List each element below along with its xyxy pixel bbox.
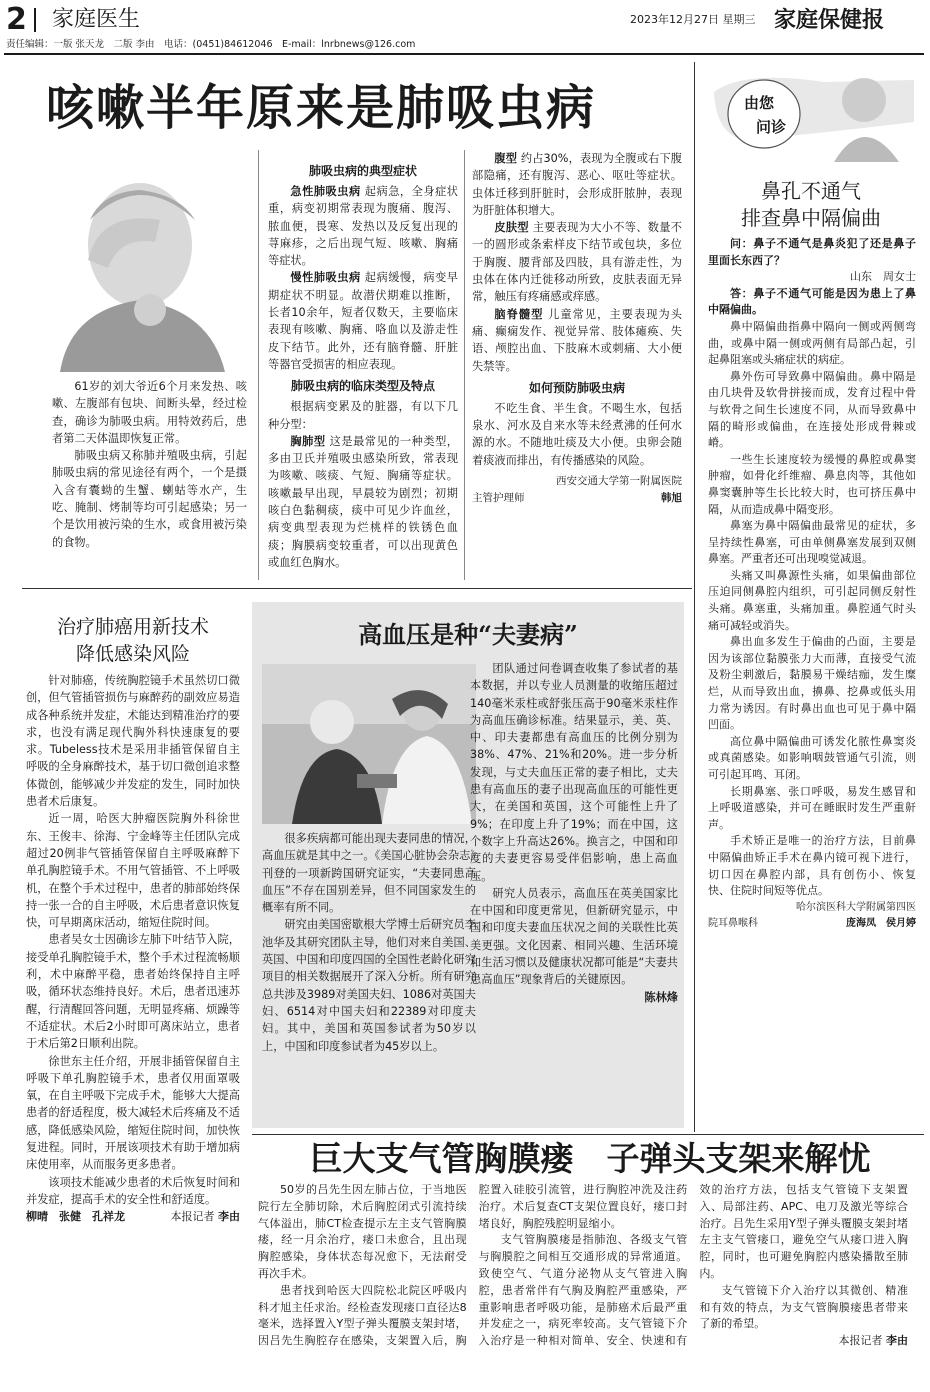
author: 陈林烽 <box>644 990 678 1004</box>
nasal-column-title <box>704 178 918 232</box>
paragraph: 61岁的刘大爷近6个月来发热、咳嗽、左腹部有包块、间断头晕，经过检查，确诊为肺吸虫病。用特效药后，患者第二天体温即恢复正常。 <box>52 380 247 445</box>
lung-fluke-headline: 咳嗽半年原来是肺吸虫病 <box>46 80 597 136</box>
paragraph: 针对肺癌，传统胸腔镜手术虽然切口微创，但气管插管损伤与麻醉药的副效应易造成各种系统并发症，术能达到精准治疗的要求，也没有满足现代胸外科快速康复的要求。Tubeless技术是采用非插管保留自主呼吸的全身麻醉技术，基于切口微创追求整体微创，能够减少并发症的发生，同时加快患者术后康复。 <box>26 674 240 809</box>
banner-decoration <box>704 62 924 162</box>
byline-row <box>708 916 916 933</box>
hypertension-title: 高血压是种“夫妻病” <box>358 620 578 649</box>
paragraph: 高位鼻中隔偏曲可诱发化脓性鼻窦炎或真菌感染。如影响咽鼓管通气引流，则可引起耳鸣、耳闭。 <box>708 734 916 781</box>
coughing-man-photo <box>30 150 252 372</box>
text: 儿童常见，主要表现为头痛、癫痫发作、视觉异常、肢体瘫痪、失语、颅腔出血、下肢麻木或刺痛、大小便失禁等。 <box>472 307 682 373</box>
author: 李由 <box>885 1334 908 1348</box>
subhead-prevention: 如何预防肺吸虫病 <box>528 380 625 395</box>
byline-row <box>472 490 682 507</box>
byline-title: 主管护理师 <box>472 492 525 505</box>
weekday: 星期三 <box>722 13 756 26</box>
section-rule <box>22 588 692 589</box>
paragraph: 支气管镜下介入治疗以其微创、精准和有效的特点，为支气管胸膜瘘患者带来了新的希望。 <box>699 1283 908 1331</box>
page-number: 2 <box>6 2 27 37</box>
title-line: 排查鼻中隔偏曲 <box>741 206 881 230</box>
column-tag-1: 由您 <box>744 94 775 112</box>
lung-fluke-col2 <box>268 158 458 571</box>
author: 韩旭 <box>661 492 682 505</box>
editor-line: 责任编辑：一版 张天龙 二版 李由 电话：(0451)84612046 E-mail：lnrbnews@126.com <box>6 39 416 50</box>
paragraph <box>472 219 682 305</box>
keyword: 皮肤型 <box>494 220 529 235</box>
paragraph: 支气管胸膜瘘是指肺泡、各级支气管与胸膜腔之间相互交通形成的异常通道。致使空气、气道分泌物从支气管进入胸腔，患者常伴有气胸及胸腔严重感染，严重影响患者呼吸功能，是肺癌术后最严重并发症之一，病死率较高。支气管镜下介入治疗是一种相对简单、安全、快速和有效的治疗方法，包括支气管镜下支架置入、局部注药、APC、电刀及激光等综合治疗。吕先生采用Y型子弹头覆膜支架封堵左主支气管瘘口，避免空气从瘘口进入胸腔，同时，也可避免胸腔内感染播散至肺内。 <box>478 1183 908 1348</box>
paragraph: 近一周，哈医大肿瘤医院胸外科徐世东、王俊丰、徐海、宁金峰等主任团队完成超过20例非气管插管保留自主呼吸麻醉下单孔胸腔镜手术。不用气管插管、不上呼吸机，在整个手术过程中，患者的肺部始终保持一张一合的自主呼吸，术后患者意识恢复快，可早期离床活动，缩短住院时间。 <box>26 812 240 930</box>
keyword: 慢性肺吸虫病 <box>290 270 361 285</box>
byline <box>472 473 682 490</box>
header-divider <box>34 8 36 32</box>
keyword: 急性肺吸虫病 <box>290 184 361 198</box>
paragraph: 患者找到哈医大四院松北院区呼吸内科才旭主任求治。经检查发现瘘口直径达8毫米，选择置入Y型子弹头覆膜支架封堵，因吕先生胸腔存在感染，支架置入后，胸腔置入硅胶引流管，进行胸腔冲洗及注药治疗。术后复查CT支架位置良好，瘘口封堵良好，胸腔残腔明显缩小。 <box>258 1183 688 1348</box>
paragraph: 很多疾病都可能出现夫妻同患的情况，高血压就是其中之一。《美国心脏协会杂志》刊登的一项新跨国研究证实，“夫妻同患高血压”不存在国别差异，但不同国家发生的概率有所不同。 <box>262 832 476 915</box>
lung-cancer-body <box>26 672 240 1226</box>
subhead-types: 肺吸虫病的临床类型及特点 <box>290 379 435 394</box>
column-rule <box>464 150 465 580</box>
paragraph: 一些生长速度较为缓慢的鼻腔或鼻窦肿瘤，如骨化纤维瘤、鼻息肉等，其他如鼻窦囊肿等生长比较大时，也可挤压鼻中隔，从而造成鼻中隔变形。 <box>708 452 916 516</box>
paragraph: 长期鼻塞、张口呼吸，易发生感冒和上呼吸道感染，并可在睡眠时发生严重鼾声。 <box>708 784 916 831</box>
byline <box>699 1333 908 1350</box>
header-date <box>630 13 756 27</box>
hypertension-col1 <box>262 830 476 1055</box>
title-line: 治疗肺癌用新技术 <box>56 616 209 638</box>
byline-dept: 院耳鼻喉科 <box>708 918 758 930</box>
question: 问：鼻子不通气是鼻炎犯了还是鼻子里面长东西了？ <box>708 237 916 267</box>
paper-name: 家庭保健报 <box>774 7 885 33</box>
column-banner <box>704 62 924 162</box>
paragraph: 不吃生食、半生食。不喝生水，包括泉水、河水及自来水等未经煮沸的任何水源的水。不随地吐痰及大小便。虫卵会随着痰液而排出，有传播感染的风险。 <box>472 401 682 467</box>
author: 李由 <box>218 1210 240 1224</box>
title-line: 降低感染风险 <box>75 643 190 665</box>
paragraph: 徐世东主任介绍，开展非插管保留自主呼吸下单孔胸腔镜手术，患者仅用面罩吸氧，在自主呼吸下完成手术，能够大大提高患者的舒适程度，极大减轻术后疼痛及不适感，降低感染风险，缩短住院时间，加快恢复进程。同时，开展该项技术有助于增加病床使用率，从而服务更多患者。 <box>26 1054 240 1172</box>
bronchopleural-fistula-headline: 巨大支气管胸膜瘘 子弹头支架来解忧 <box>309 1139 871 1178</box>
byline-label: 本报记者 <box>838 1334 883 1348</box>
paragraph: 鼻塞为鼻中隔偏曲最常见的症状，多呈持续性鼻塞，可由单侧鼻塞发展到双侧鼻塞。严重者还可出现嗅觉减退。 <box>708 519 916 566</box>
byline-hospital: 西安交通大学第一附属医院 <box>556 475 682 488</box>
paragraph: 患者吴女士因确诊左肺下叶结节入院，接受单孔胸腔镜手术，整个手术过程流畅顺利，术中麻醉平稳，患者始终保持自主呼吸，循环状态维持良好。术后，患者迅速苏醒，行清醒回答问题，无明显疼痛、烦躁等不适症状。术后2小时即可离床站立，患者于术后第2日顺利出院。 <box>26 933 240 1051</box>
paragraph: 肺吸虫病又称肺并殖吸虫病，引起肺吸虫病的常见途径有两个，一个是摄入含有囊蚴的生蟹、蝲蛄等水产，生吃、腌制、烤制等均可引起感染；另一个是饮用被污染的生水，或食用被污染的食物。 <box>52 449 247 549</box>
authors: 柳晴 张健 孔祥龙 <box>26 1210 125 1224</box>
lung-fluke-col3 <box>472 150 682 508</box>
byline-row <box>26 1208 240 1225</box>
paragraph: 手术矫正是唯一的治疗方法，目前鼻中隔偏曲矫正手术在鼻内镜可视下进行，切口因在鼻腔内部，具有创伤小、恢复快、住院时间短等优点。 <box>708 834 916 898</box>
paragraph: 头痛又叫鼻源性头痛，如果偏曲部位压迫同侧鼻腔内组织，可引起同侧反射性头痛。鼻塞重，头痛加重。鼻腔通气时头痛可减轻或消失。 <box>708 568 916 632</box>
paragraph: 根据病变累及的脏器，有以下几种分型： <box>268 400 458 431</box>
paragraph: 研究由美国密歇根大学博士后研究员李池华及其研究团队主导，他们对来自美国、英国、中国和印度四国的全国性老龄化研究项目的相关数据展开了深入分析。所有研究总共涉及3989对美国夫妇、1086对英国夫妇、6514对中国夫妇和22389对印度夫妇。其中，美国和英国参试者为50岁以上，中国和印度参试者为45岁以上。 <box>262 918 476 1053</box>
paragraph <box>268 433 458 571</box>
text: 约占30%，表现为全腹或右下腹部隐痛，还有腹泻、恶心、呕吐等症状。虫体迁移到肝脏时，会形成肝脓肿，表现为肝脏体积增大。 <box>472 152 682 217</box>
byline: 哈尔滨医科大学附属第四医 <box>796 901 916 913</box>
text: 这是最常见的一种类型，多由卫氏并殖吸虫感染所致，常表现为咳嗽、咳痰、气短、胸痛等症状。咳嗽最早出现，早晨较为剧烈；初期咳白色黏稠痰，痰中可见少许血丝，病变典型表现为烂桃样的铁锈色血痰；胸膜病变较重者，可以出现黄色或血红色胸水。 <box>268 434 458 569</box>
text: 主要表现为大小不等、数量不一的圆形或条索样皮下结节或包块，多位于胸腹、腰背部及四肢，具有游走性，为虫体在体内迁徙移动所致，皮肤表面无异常，触压有疼痛感或痒感。 <box>472 221 682 304</box>
asker: 山东 周女士 <box>850 270 916 284</box>
paragraph: 鼻出血多发生于偏曲的凸面，主要是因为该部位黏膜张力大而薄，直接受气流及粉尘刺激后，黏膜易干燥结痂，发生糜烂，从而导致出血，擤鼻、挖鼻或低头用力常为诱因。有时鼻出血也可见于鼻中隔凹面。 <box>708 635 916 732</box>
paragraph <box>268 183 458 269</box>
couple-photo <box>262 664 476 824</box>
fistula-body <box>258 1182 908 1350</box>
paragraph: 50岁的吕先生因左肺占位，于当地医院行左全肺切除，术后胸腔闭式引流持续气体溢出，肺CT检查提示左主支气管胸膜瘘，经一月余治疗，瘘口未愈合，且出现胸腔感染，身体状态每况愈下，无法耐受再次手术。 <box>258 1183 467 1280</box>
column-rule <box>694 62 695 1132</box>
column-tag-2: 问诊 <box>756 118 787 136</box>
paragraph: 该项技术能减少患者的术后恢复时间和并发症，提高手术的安全性和舒适度。 <box>26 1175 240 1206</box>
section-rule <box>252 1134 924 1135</box>
author: 庞海凤 侯月婷 <box>846 918 916 930</box>
keyword: 脑脊髓型 <box>494 306 544 321</box>
paragraph: 研究人员表示，高血压在英美国家比在中国和印度更常见，但新研究显示，中国和印度夫妻血压状况之间的关联性比英美更强。文化因素、相同兴趣、生活环境和生活习惯以及健康状况都可能是“夫妻共患高血压”现象背后的关键原因。 <box>470 886 678 987</box>
answer: 答：鼻子不通气可能是因为患上了鼻中隔偏曲。 <box>708 286 916 317</box>
section-name: 家庭医生 <box>52 7 141 32</box>
date: 2023年12月27日 <box>630 13 719 26</box>
byline-label: 本报记者 <box>170 1210 215 1224</box>
paragraph: 团队通过问卷调查收集了参试者的基本数据，并以专业人员测量的收缩压超过140毫米汞柱或舒张压高于90毫米汞柱作为高血压确诊标准。结果显示，美、英、中、印夫妻都患有高血压的比例分别为38%、47%、21%和20%。进一步分析发现，与丈夫血压正常的妻子相比，丈夫患有高血压的妻子出现高血压的可能性更大，在美国和英国，这个可能性上升了9%；在印度上升了19%；而在中国，这个数字上升高达26%。换言之，中国和印度的夫妻更容易受伴侣影响，患上高血压。 <box>470 662 678 883</box>
paragraph <box>472 150 682 219</box>
lung-fluke-intro <box>52 378 247 551</box>
subhead-symptoms: 肺吸虫病的典型症状 <box>308 164 417 178</box>
keyword: 腹型 <box>494 151 518 165</box>
title-line: 鼻孔不通气 <box>761 179 861 203</box>
keyword: 胸肺型 <box>290 433 326 448</box>
column-rule <box>258 150 259 580</box>
nasal-column-body <box>708 236 916 933</box>
lung-cancer-title <box>24 614 242 668</box>
header-rule <box>4 53 924 55</box>
paragraph <box>472 306 682 375</box>
paragraph: 鼻外伤可导致鼻中隔偏曲。鼻中隔是由几块骨及软骨拼接而成，发育过程中骨与软骨之间生长速度不同，从而导致鼻中隔的畸形或偏曲，在连接处形成骨棘或嵴。 <box>708 369 916 450</box>
paragraph: 鼻中隔偏曲指鼻中隔向一侧或两侧弯曲，或鼻中隔一侧或两侧有局部凸起，引起鼻阻塞或头痛症状的病症。 <box>708 319 916 367</box>
text: 起病急，全身症状重，病变初期常表现为腹痛、腹泻、脓血便，畏寒、发热以及反复出现的荨麻疹，之后出现气短、咳嗽、胸痛等症状。 <box>268 185 458 268</box>
paragraph <box>268 269 458 373</box>
text: 起病缓慢，病变早期症状不明显。故潜伏期难以推断，长者10余年，短者仅数天，主要临床表现有咳嗽、胸痛、咯血以及游走性皮下结节。此外，还有脑脊髓、肝脏等器官受损害的相应表现。 <box>268 271 458 371</box>
hypertension-col2 <box>470 660 678 1006</box>
